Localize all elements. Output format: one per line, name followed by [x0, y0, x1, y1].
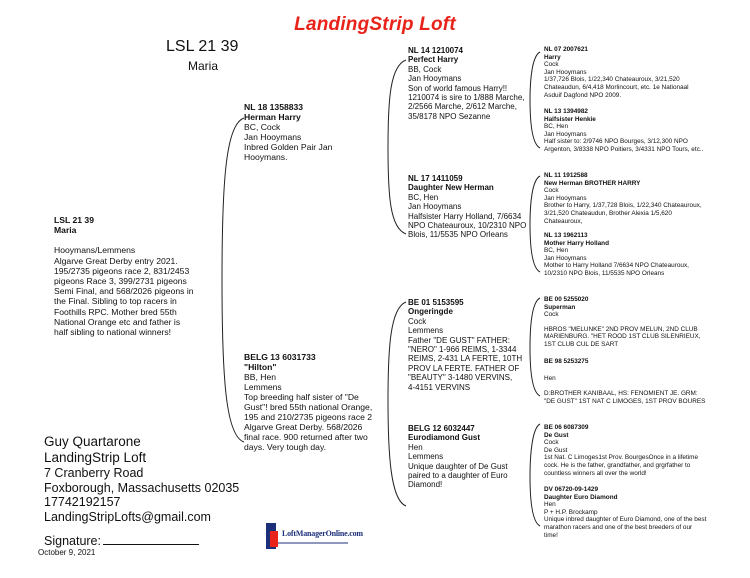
dam-line: Algarve Great Derby. 568/2026	[244, 422, 363, 432]
great-grandparent-card	[544, 108, 744, 154]
ggp-line: Chateaudun, 6/4,418 Morlincourt, etc. 1e Nationaal	[544, 83, 689, 91]
ggp-line: De Gust	[544, 446, 568, 454]
great-grandparent-card	[544, 172, 744, 225]
great-grandparent-card	[544, 358, 744, 405]
bracket-subject	[222, 118, 244, 442]
ggp-line: Brother to Harry, 1/37,728 Blois, 1/22,340 Chateauroux,	[544, 202, 702, 210]
grandparent-line: Hen	[408, 442, 423, 452]
sire-id: NL 18 1358833	[244, 102, 304, 112]
ggp-line: Hen	[544, 374, 556, 382]
grandparent-line: Halfsister Harry Holland, 7/6634	[408, 211, 522, 221]
sire-line: Inbred Golden Pair Jan	[244, 142, 333, 152]
grandparent-id: BE 01 5153595	[408, 298, 464, 307]
ggp-line: Cock	[544, 439, 559, 447]
ggp-line: cock. He is the father, grandfather, and grgrfather to	[544, 461, 691, 469]
dam-id: BELG 13 6031733	[244, 352, 316, 362]
dam-line: Top breeding half sister of "De	[244, 392, 359, 402]
ggp-line: Hen	[544, 501, 556, 509]
grandparent-id: NL 17 1411059	[408, 174, 463, 183]
grandparent-line: "BEAUTY" 3-1480 VERVINS,	[408, 373, 513, 383]
ggp-line: 1/37,726 Blois, 1/22,340 Chateauroux, 3/21,520	[544, 76, 680, 84]
grandparent-line: REIMS, 2-431 LA FERTE, 10TH	[408, 354, 523, 364]
grandparent-line: NPO Chateauroux, 10/2310 NPO	[408, 221, 527, 231]
ggp-line: time!	[544, 531, 558, 539]
grandparent-line: PROV LA FERTE. FATHER OF	[408, 363, 520, 373]
great-grandparent-card	[544, 232, 744, 278]
grandparent-id: BELG 12 6032447	[408, 424, 475, 433]
ggp-id: BE 00 5255020	[544, 296, 589, 303]
owner-email: LandingStripLofts@gmail.com	[44, 509, 211, 524]
bracket-g3-1	[530, 52, 540, 148]
grandparent-card	[408, 174, 530, 240]
grandparent-name: Eurodiamond Gust	[408, 433, 480, 443]
dam-line: 195 and 210/2735 pigeons race 2	[244, 412, 373, 422]
ggp-id: BE 98 5253275	[544, 358, 589, 365]
sire-line: BC, Cock	[244, 122, 281, 132]
ggp-line: Asduif Dagfond NPO 2009.	[544, 91, 622, 99]
grandparent-line: 1210074 is sire to 1/888 Marche,	[408, 93, 525, 103]
ggp-line: BC, Hen	[544, 247, 569, 255]
grandparent-line: Son of world famous Harry!!	[408, 83, 508, 93]
ggp-id: NL 07 2007621	[544, 46, 588, 53]
ggp-line: Cock	[544, 61, 559, 69]
grandparent-line: 35/8178 NPO Sezanne	[408, 111, 491, 121]
ggp-line: 3/21,520 Chateaudun, Brother Alexia 1/5,620	[544, 209, 672, 217]
bracket-g3-2	[530, 176, 540, 272]
owner-block	[44, 434, 239, 524]
ggp-name: Superman	[544, 303, 576, 311]
subject-line: National Orange etc and father is	[54, 316, 181, 327]
grandparent-card	[408, 424, 530, 490]
grandparent-line: 2/2566 Marche, 2/612 Marche,	[408, 102, 517, 112]
dam-line: Gust"! bred 55th national Orange,	[244, 402, 373, 412]
grandparent-name: Perfect Harry	[408, 55, 459, 65]
great-grandparent-card	[544, 424, 744, 477]
grandparent-id: NL 14 1210074	[408, 46, 464, 55]
grandparent-card	[408, 298, 532, 392]
ggp-name: Harry	[544, 53, 561, 61]
ggp-line: Mother to Harry Holland 7/6634 NPO Chateauroux,	[544, 262, 689, 270]
grandparent-name: Ongeringde	[408, 307, 453, 317]
ggp-name: Mother Harry Holland	[544, 239, 609, 247]
loftmanager-logo	[264, 519, 363, 553]
ggp-line: Unique inbred daughter of Euro Diamond, one of the best	[544, 516, 707, 524]
ggp-line: HBROS "MELUNKE" 2ND PROV MELUN, 2ND CLUB	[544, 325, 698, 333]
grandparent-card	[408, 46, 530, 121]
grandparent-line: BC, Hen	[408, 192, 439, 202]
ggp-id: BE 06 6087309	[544, 424, 589, 431]
grandparent-line: Jan Hooymans	[408, 202, 462, 212]
bracket-g3-4	[530, 424, 540, 526]
ggp-line: Jan Hooymans	[544, 68, 587, 76]
ggp-id: DV 06720-09-1429	[544, 486, 599, 493]
ggp-line: Chateauroux,	[544, 217, 583, 225]
great-grandparent-card	[544, 296, 744, 349]
owner-name: Guy Quartarone	[44, 434, 141, 449]
signature-line	[103, 544, 199, 545]
subject-id: LSL 21 39	[54, 215, 94, 225]
grandparent-line: Jan Hooymans	[408, 74, 462, 84]
grandparent-line: Lemmens	[408, 326, 444, 336]
logo-text: LoftManagerOnline.com	[282, 529, 363, 538]
grandparent-line: Diamond!	[408, 480, 443, 490]
ggp-line: D:BROTHER KANIBAAL, HS: FENOMIENT JE. GRM:	[544, 390, 698, 398]
ggp-line: Argenton, 3/8338 NPO Poitiers, 3/4331 NPO Tours, etc..	[544, 145, 704, 153]
grandparent-name: Daughter New Herman	[408, 183, 494, 193]
bracket-dam	[388, 302, 406, 506]
subject-name: Maria	[54, 225, 77, 236]
ggp-line: Half sister to: 2/9746 NPO Bourges, 3/12,300 NPO	[544, 138, 688, 146]
ggp-line: 1ST CLUB CUL DE SART	[544, 340, 619, 348]
sire-line: Jan Hooymans	[244, 132, 302, 142]
subject-line: 195/2735 pigeons race 2, 831/2453	[54, 265, 190, 276]
ggp-name: De Gust	[544, 431, 569, 439]
grandparent-line: BB, Cock	[408, 64, 442, 74]
owner-city: Foxborough, Massachusetts 02035	[44, 480, 240, 495]
subject-line: half sibling to national winners!	[54, 327, 172, 338]
dam-line: days. Very tough day.	[244, 442, 327, 452]
grandparent-line: "NERO" 1-966 REIMS, 1-3344	[408, 345, 517, 355]
ggp-line: 1st Nat. C Limoges1st Prov. BourgesOnce in a lifetime	[544, 454, 699, 462]
ggp-id: NL 13 1394982	[544, 108, 588, 115]
grandparent-line: Lemmens	[408, 452, 444, 462]
ggp-line: marathon racers and one of the best breeders of our	[544, 523, 693, 531]
dam-line: BB, Hen	[244, 372, 277, 382]
subject-line: the Final. Sibling to top racers in	[54, 296, 177, 307]
owner-loft: LandingStrip Loft	[44, 450, 147, 465]
subject-line: Hooymans/Lemmens	[54, 245, 136, 256]
print-date: October 9, 2021	[38, 548, 96, 557]
bracket-sire	[388, 60, 406, 234]
ggp-line: P + H.P. Brockamp	[544, 508, 598, 516]
dam-line: Lemmens	[244, 382, 282, 392]
sire-line: Hooymans.	[244, 152, 288, 162]
ggp-line: MARIENBURG. "HET ROOD 1ST CLUB SILENRIEUX,	[544, 333, 701, 341]
dam-line: final race. 900 returned after two	[244, 432, 368, 442]
ggp-name: Daughter Euro Diamond	[544, 493, 618, 501]
ggp-line: Jan Hooymans	[544, 194, 587, 202]
grandparent-line: Unique daughter of De Gust	[408, 461, 508, 471]
ggp-name: Halfsister Henkie	[544, 115, 596, 123]
grandparent-line: 4-4151 VERVINS	[408, 382, 471, 392]
sire-name: Herman Harry	[244, 112, 301, 122]
subject-line: Semi Final, and 568/2026 pigeons in	[54, 286, 194, 297]
ggp-line: Jan Hooymans	[544, 130, 587, 138]
ggp-line: 10/2310 NPO Blois, 11/5535 NPO Orleans	[544, 269, 665, 277]
dam-card	[244, 352, 384, 452]
sire-card	[244, 102, 384, 162]
ggp-id: NL 13 1962113	[544, 232, 588, 239]
signature-label: Signature:	[44, 534, 101, 548]
ggp-line: "DE GUST" 1ST NAT C LIMOGES, 1ST PROV BOURES	[544, 397, 706, 405]
great-grandparent-card	[544, 46, 744, 99]
subject-line: Algarve Great Derby entry 2021.	[54, 255, 178, 266]
great-grandparent-card	[544, 486, 744, 539]
grandparent-line: paired to a daughter of Euro	[408, 471, 508, 481]
ggp-line: Jan Hooymans	[544, 254, 587, 262]
header-band: LSL 21 39	[166, 38, 239, 55]
grandparent-line: Father "DE GUST" FATHER:	[408, 335, 510, 345]
ggp-line: BC, Hen	[544, 123, 569, 131]
grandparent-line: Cock	[408, 316, 427, 326]
subject-line: Foothills RPC. Mother bred 55th	[54, 306, 177, 317]
grandparent-line: Blois, 11/5535 NPO Orleans	[408, 230, 508, 240]
dam-name: "Hilton"	[244, 362, 277, 372]
ggp-id: NL 11 1912588	[544, 172, 588, 179]
header-name: Maria	[188, 59, 219, 73]
subject-card	[54, 215, 214, 337]
ggp-name: New Herman BROTHER HARRY	[544, 179, 641, 187]
owner-street: 7 Cranberry Road	[44, 466, 144, 480]
ggp-line: Cock	[544, 187, 559, 195]
subject-line: pigeons Race 3, 399/2731 pigeons	[54, 276, 187, 287]
ggp-line: Cock	[544, 311, 559, 319]
signature-field	[44, 534, 199, 548]
loft-title: LandingStrip Loft	[294, 14, 456, 35]
owner-phone: 17742192157	[44, 495, 121, 509]
ggp-line: countless winners all over the world!	[544, 469, 647, 477]
